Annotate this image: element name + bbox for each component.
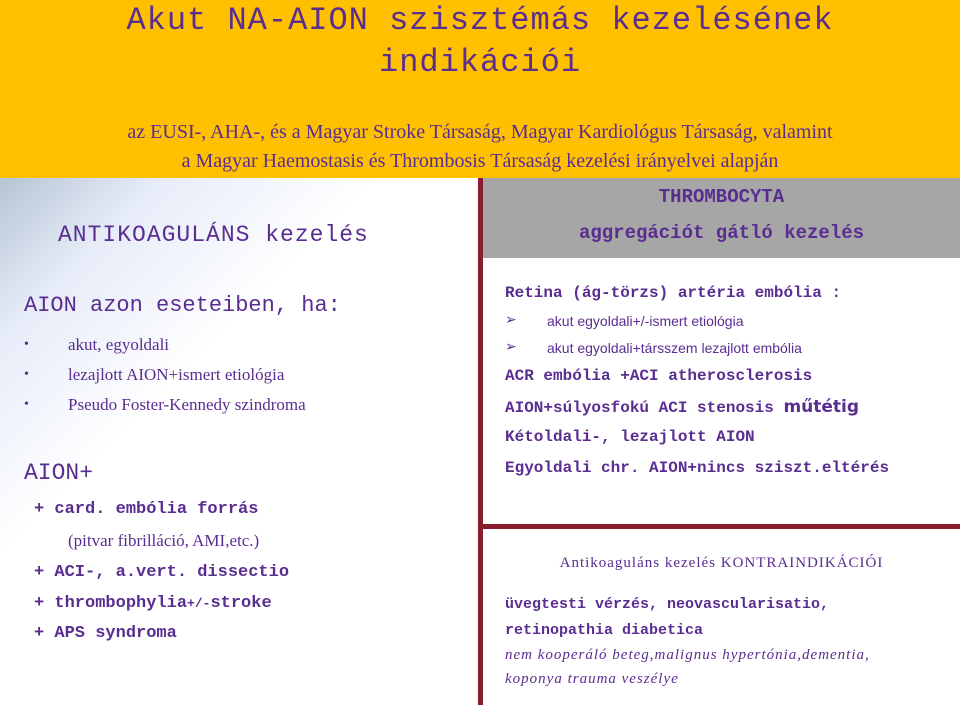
condition-thrombophilia: + thrombophylia+/-stroke [34, 594, 272, 613]
list-item: akut egyoldali+társszem lezajlott embólia [547, 340, 802, 356]
list-item: akut, egyoldali [68, 335, 170, 354]
anticoagulant-heading: ANTIKOAGULÁNS kezelés [58, 222, 369, 248]
arrow-bullet-icon: ➢ [505, 340, 517, 355]
bullet-marker: • [24, 397, 29, 412]
contraindication-line-1: üvegtesti vérzés, neovascularisatio, [505, 596, 830, 613]
contraindications-heading: Antikoaguláns kezelés KONTRAINDIKÁCIÓI [559, 555, 884, 571]
arrow-bullet-icon: ➢ [505, 313, 517, 328]
list-item: Pseudo Foster-Kennedy szindroma [68, 395, 306, 414]
condition-aps: + APS syndroma [34, 624, 177, 643]
title-line-2: indikációi [378, 44, 582, 81]
condition-cardiac-embolism: + card. embólia forrás [34, 500, 259, 519]
bullet-marker: • [24, 367, 29, 382]
antiplatelet-heading-box [483, 178, 960, 258]
condition-cardiac-examples: (pitvar fibrilláció, AMI,etc.) [68, 531, 260, 550]
contraindication-line-2: retinopathia diabetica [505, 622, 704, 639]
indication-bilateral-aion: Kétoldali-, lezajlott AION [505, 428, 755, 446]
cases-heading: AION azon eseteiben, ha: [24, 293, 341, 318]
indication-aci-stenosis: AION+súlyosfokú ACI stenosis műtétig [505, 397, 860, 417]
contraindication-line-3: nem kooperáló beteg,malignus hypertónia,dementia, [505, 647, 870, 663]
contraindications-panel [483, 529, 960, 705]
subtitle-line-2: a Magyar Haemostasis és Thrombosis Társaság kezelési irányelvei alapján [181, 150, 779, 172]
indication-unilateral-chronic-aion: Egyoldali chr. AION+nincs sziszt.eltérés [505, 459, 890, 477]
title-banner [0, 0, 960, 178]
bullet-marker: • [24, 337, 29, 352]
slide-subtitle [0, 118, 960, 176]
anticoagulant-panel [0, 178, 478, 705]
list-item: akut egyoldali+/-ismert etiológia [547, 313, 744, 329]
antiplatelet-heading-line-2: aggregációt gátló kezelés [578, 222, 865, 244]
slide-title [0, 0, 960, 84]
indication-acr-embolism: ACR embólia +ACI atherosclerosis [505, 367, 813, 385]
subtitle-line-1: az EUSI-, AHA-, és a Magyar Stroke Társaság, Magyar Kardiológus Társaság, valamint [127, 121, 833, 143]
antiplatelet-panel [483, 178, 960, 524]
contraindication-line-4: koponya trauma veszélye [505, 671, 679, 687]
retina-embolism-heading: Retina (ág-törzs) artéria embólia : [505, 284, 842, 302]
antiplatelet-heading-line-1: THROMBOCYTA [658, 186, 785, 208]
aion-plus-heading: AION+ [24, 460, 94, 486]
condition-dissection: + ACI-, a.vert. dissectio [34, 563, 290, 582]
title-line-1: Akut NA-AION szisztémás kezelésének [126, 2, 834, 39]
list-item: lezajlott AION+ismert etiológia [68, 365, 285, 384]
